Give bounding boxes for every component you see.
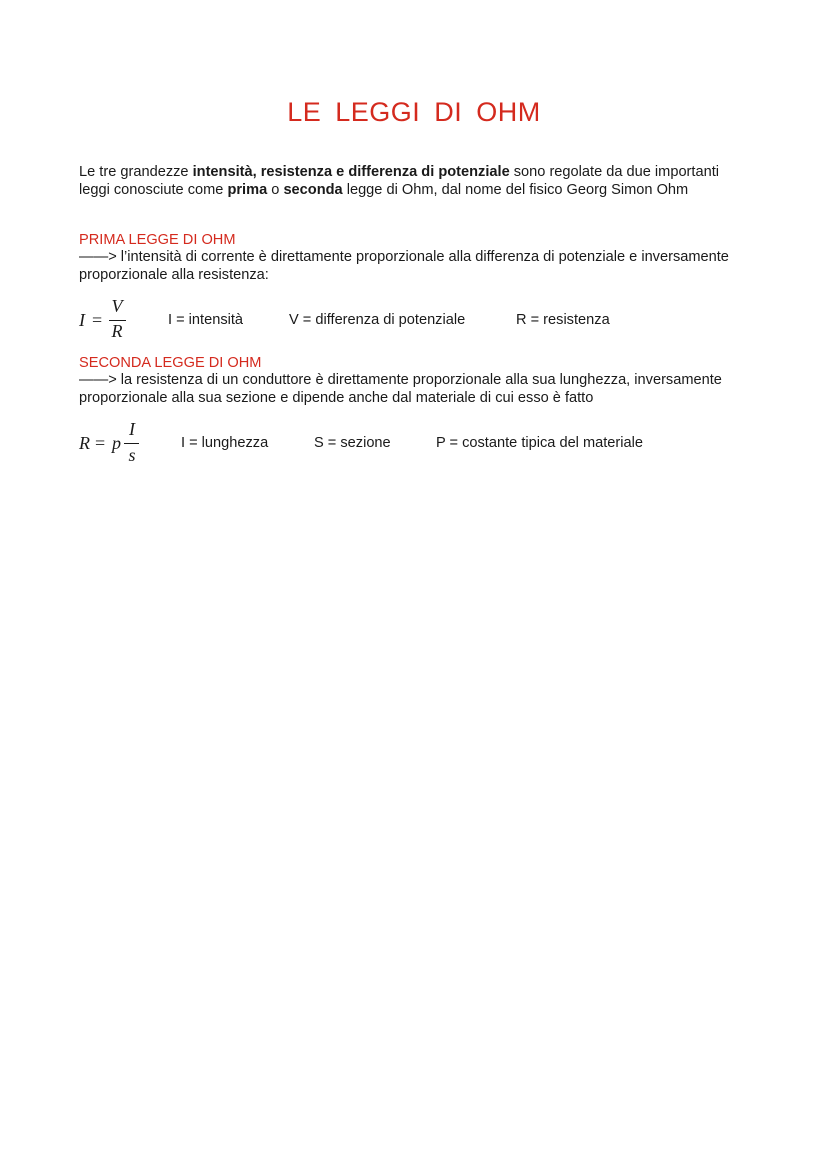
intro-text-3: o: [267, 181, 284, 198]
formula-denominator: s: [128, 445, 136, 465]
page-title: LE LEGGI DI OHM: [287, 97, 541, 127]
intro-paragraph: [79, 164, 739, 199]
first-law-text: ——> l’intensità di corrente è direttamente proporzionale alla differenza di potenziale e inversamente proporzionale alla resistenza:: [79, 249, 729, 283]
intro-text-2: sono regolate da due importanti leggi conosciute come: [79, 164, 720, 198]
second-law-formula: [79, 419, 149, 469]
fraction-bar: [124, 443, 139, 444]
legend-length: I = lunghezza: [181, 435, 269, 451]
intro-bold-quantities: intensità, resistenza e differenza di potenziale: [192, 164, 510, 180]
second-law-text: ——> la resistenza di un conduttore è direttamente proporzionale alla sua lunghezza, inversamente proporzionale alla sua sezione e dipende anche dal materiale di cui esso è fatto: [79, 372, 722, 406]
intro-text-1: Le tre grandezze: [79, 164, 193, 180]
intro-bold-seconda: seconda: [283, 181, 343, 198]
legend-intensity: I = intensità: [168, 312, 244, 328]
formula-numerator: I: [129, 419, 135, 439]
legend-section: S = sezione: [314, 435, 391, 451]
formula-lhs: I: [79, 310, 85, 330]
first-law-heading: PRIMA LEGGE DI OHM: [79, 232, 236, 248]
formula-numerator: V: [111, 296, 123, 316]
legend-material-constant: P = costante tipica del materiale: [436, 435, 643, 451]
first-law-formula: [79, 296, 139, 346]
formula-equals: =: [95, 433, 106, 453]
formula-coefficient: p: [112, 433, 121, 453]
second-law-heading: SECONDA LEGGE DI OHM: [79, 355, 262, 371]
legend-voltage: V = differenza di potenziale: [289, 312, 466, 328]
intro-bold-prima: prima: [227, 181, 268, 198]
formula-equals: =: [92, 310, 103, 330]
formula-denominator: R: [111, 321, 123, 341]
legend-resistance: R = resistenza: [516, 312, 610, 328]
intro-text-4: legge di Ohm, dal nome del fisico Georg Simon Ohm: [342, 181, 689, 198]
formula-lhs: R: [79, 433, 90, 453]
